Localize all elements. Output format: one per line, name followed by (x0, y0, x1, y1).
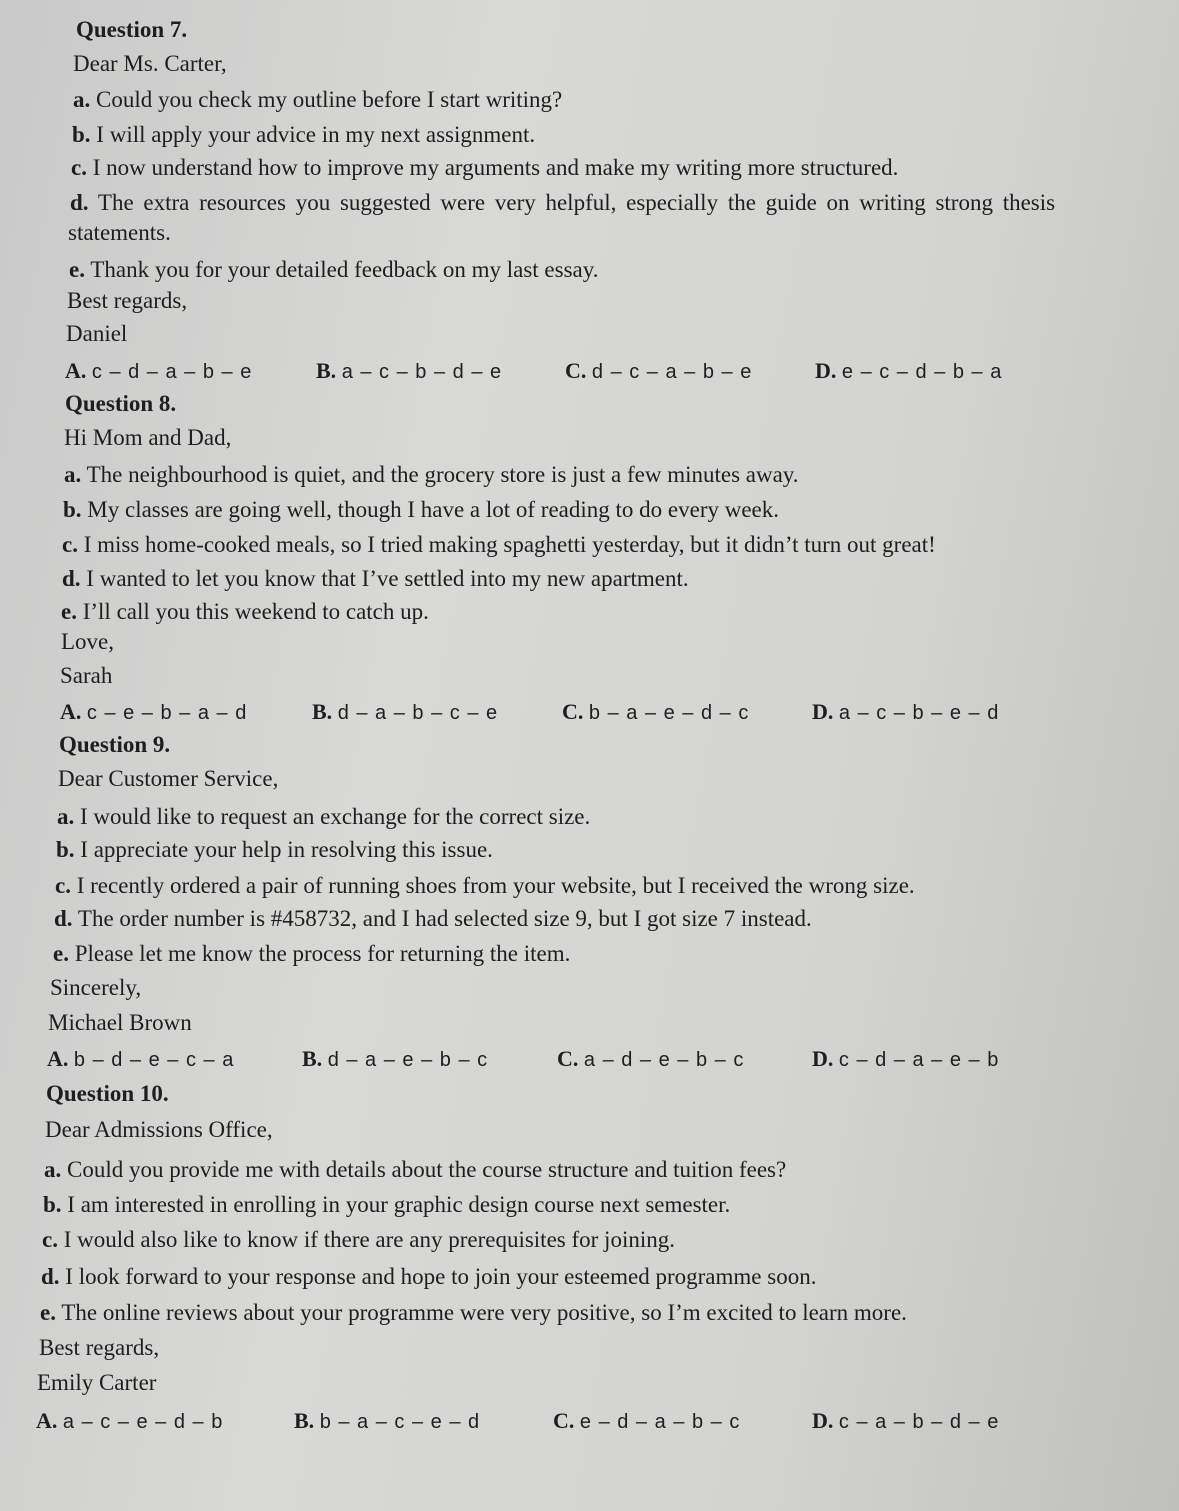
option-letter: A. (60, 699, 82, 724)
option-d[interactable] (815, 357, 1002, 386)
letter-closing: Best regards, (39, 1335, 160, 1360)
sentence-d (41, 1263, 816, 1291)
sentence-letter: d. (41, 1264, 60, 1289)
sentence-letter: a. (44, 1157, 62, 1182)
option-b[interactable] (312, 698, 498, 727)
sentence-b (72, 121, 535, 149)
option-a[interactable] (60, 698, 247, 727)
sentence-text: My classes are going well, though I have a lot of reading to do every week. (87, 497, 780, 522)
letter-greeting: Hi Mom and Dad, (64, 425, 232, 450)
option-d[interactable] (812, 1045, 999, 1074)
option-sequence: c – a – b – d – e (838, 1411, 1000, 1433)
option-letter: B. (302, 1046, 323, 1071)
letter-signature: Sarah (60, 663, 113, 688)
option-letter: C. (553, 1408, 575, 1433)
option-letter: D. (812, 1408, 834, 1433)
sentence-letter: b. (56, 837, 75, 862)
sentence-d (54, 905, 812, 933)
option-sequence: d – a – b – c – e (337, 702, 499, 724)
sentence-text: I appreciate your help in resolving this issue. (80, 837, 493, 862)
option-sequence: b – a – c – e – d (319, 1411, 481, 1433)
question-title: Question 10. (46, 1081, 169, 1106)
question-title: Question 7. (76, 17, 188, 42)
sentence-a (57, 803, 590, 831)
question-title: Question 9. (59, 732, 171, 757)
question-title: Question 8. (65, 391, 177, 416)
option-a[interactable] (47, 1045, 234, 1074)
option-letter: A. (36, 1408, 58, 1433)
option-letter: A. (65, 358, 87, 383)
sentence-letter: c. (42, 1227, 58, 1252)
sentence-text: Could you check my outline before I start writing? (96, 87, 563, 112)
sentence-b (63, 496, 779, 524)
sentence-text: The online reviews about your programme were very positive, so I’m excited to learn more. (61, 1300, 907, 1325)
sentence-a (44, 1156, 786, 1184)
option-sequence: b – d – e – c – a (73, 1049, 235, 1071)
option-letter: C. (557, 1046, 579, 1071)
option-letter: A. (47, 1046, 69, 1071)
sentence-b (56, 836, 493, 864)
sentence-text: I will apply your advice in my next assignment. (96, 122, 536, 147)
option-b[interactable] (294, 1407, 480, 1436)
sentence-text: The neighbourhood is quiet, and the grocery store is just a few minutes away. (86, 462, 799, 487)
option-letter: B. (312, 699, 333, 724)
option-c[interactable] (565, 357, 752, 386)
option-d[interactable] (812, 1407, 999, 1436)
option-sequence: b – a – e – d – c (588, 702, 750, 724)
sentence-e (69, 256, 599, 284)
letter-greeting: Dear Admissions Office, (45, 1117, 273, 1142)
sentence-text: I would like to request an exchange for the correct size. (80, 804, 591, 829)
option-c[interactable] (553, 1407, 740, 1436)
sentence-text: I wanted to let you know that I’ve settled into my new apartment. (86, 566, 689, 591)
option-letter: D. (815, 358, 837, 383)
letter-closing: Love, (61, 629, 115, 654)
sentence-letter: d. (62, 566, 81, 591)
option-sequence: a – d – e – b – c (583, 1049, 745, 1071)
option-letter: B. (316, 358, 337, 383)
letter-closing: Sincerely, (50, 975, 142, 1000)
letter-greeting: Dear Ms. Carter, (73, 51, 227, 76)
sentence-e (53, 940, 570, 968)
sentence-text: The order number is #458732, and I had selected size 9, but I got size 7 instead. (77, 906, 812, 931)
option-sequence: a – c – e – d – b (62, 1411, 224, 1433)
option-letter: B. (294, 1408, 315, 1433)
sentence-letter: b. (63, 497, 82, 522)
sentence-letter: c. (71, 155, 87, 180)
option-b[interactable] (316, 357, 502, 386)
sentence-text: I recently ordered a pair of running shoes from your website, but I received the wrong size. (76, 873, 915, 898)
option-sequence: d – a – e – b – c (327, 1049, 489, 1071)
sentence-letter: d. (70, 190, 89, 215)
sentence-text: Thank you for your detailed feedback on my last essay. (90, 257, 599, 282)
option-c[interactable] (557, 1045, 744, 1074)
letter-closing: Best regards, (67, 288, 188, 313)
option-a[interactable] (36, 1407, 223, 1436)
sentence-a (64, 461, 799, 489)
sentence-text: Please let me know the process for returning the item. (74, 941, 571, 966)
sentence-e (40, 1299, 907, 1327)
option-letter: C. (562, 699, 584, 724)
option-sequence: e – d – a – b – c (579, 1411, 741, 1433)
option-sequence: d – c – a – b – e (591, 361, 753, 383)
letter-signature: Michael Brown (48, 1010, 192, 1035)
sentence-letter: a. (73, 87, 91, 112)
sentence-text: I now understand how to improve my arguments and make my writing more structured. (92, 155, 899, 180)
sentence-a (73, 86, 562, 114)
sentence-e (61, 598, 429, 626)
option-a[interactable] (65, 357, 252, 386)
option-sequence: a – c – b – e – d (838, 702, 1000, 724)
sentence-letter: b. (72, 122, 91, 147)
option-b[interactable] (302, 1045, 488, 1074)
sentence-text: I would also like to know if there are any prerequisites for joining. (63, 1227, 675, 1252)
sentence-letter: b. (43, 1192, 62, 1217)
sentence-c (55, 872, 915, 900)
sentence-letter: a. (57, 804, 75, 829)
option-letter: D. (812, 1046, 834, 1071)
option-sequence: c – d – a – b – e (91, 361, 253, 383)
sentence-text: I am interested in enrolling in your graphic design course next semester. (67, 1192, 731, 1217)
sentence-c (71, 154, 898, 182)
option-sequence: c – e – b – a – d (86, 702, 248, 724)
option-letter: C. (565, 358, 587, 383)
sentence-letter: e. (61, 599, 77, 624)
sentence-d-continued: statements. (68, 220, 171, 245)
letter-signature: Emily Carter (37, 1370, 157, 1395)
option-d[interactable] (812, 698, 999, 727)
sentence-letter: d. (54, 906, 73, 931)
sentence-text: I look forward to your response and hope to join your esteemed programme soon. (65, 1264, 817, 1289)
option-sequence: e – c – d – b – a (841, 361, 1003, 383)
letter-signature: Daniel (66, 321, 128, 346)
sentence-letter: c. (62, 532, 78, 557)
option-sequence: c – d – a – e – b (838, 1049, 1000, 1071)
sentence-letter: a. (64, 462, 82, 487)
sentence-letter: e. (53, 941, 69, 966)
option-sequence: a – c – b – d – e (341, 361, 503, 383)
sentence-text: I miss home-cooked meals, so I tried making spaghetti yesterday, but it didn’t turn out great! (83, 532, 936, 557)
sentence-letter: e. (69, 257, 85, 282)
sentence-text: The extra resources you suggested were very helpful, especially the guide on writing strong thesis (97, 190, 1056, 215)
option-letter: D. (812, 699, 834, 724)
sentence-d (62, 565, 689, 593)
sentence-c (42, 1226, 675, 1254)
sentence-text: Could you provide me with details about the course structure and tuition fees? (67, 1157, 787, 1182)
sentence-c (62, 531, 936, 559)
sentence-d (70, 189, 1055, 217)
sentence-letter: e. (40, 1300, 56, 1325)
option-c[interactable] (562, 698, 749, 727)
sentence-text: I’ll call you this weekend to catch up. (82, 599, 429, 624)
letter-greeting: Dear Customer Service, (58, 766, 279, 791)
sentence-b (43, 1191, 730, 1219)
sentence-letter: c. (55, 873, 71, 898)
